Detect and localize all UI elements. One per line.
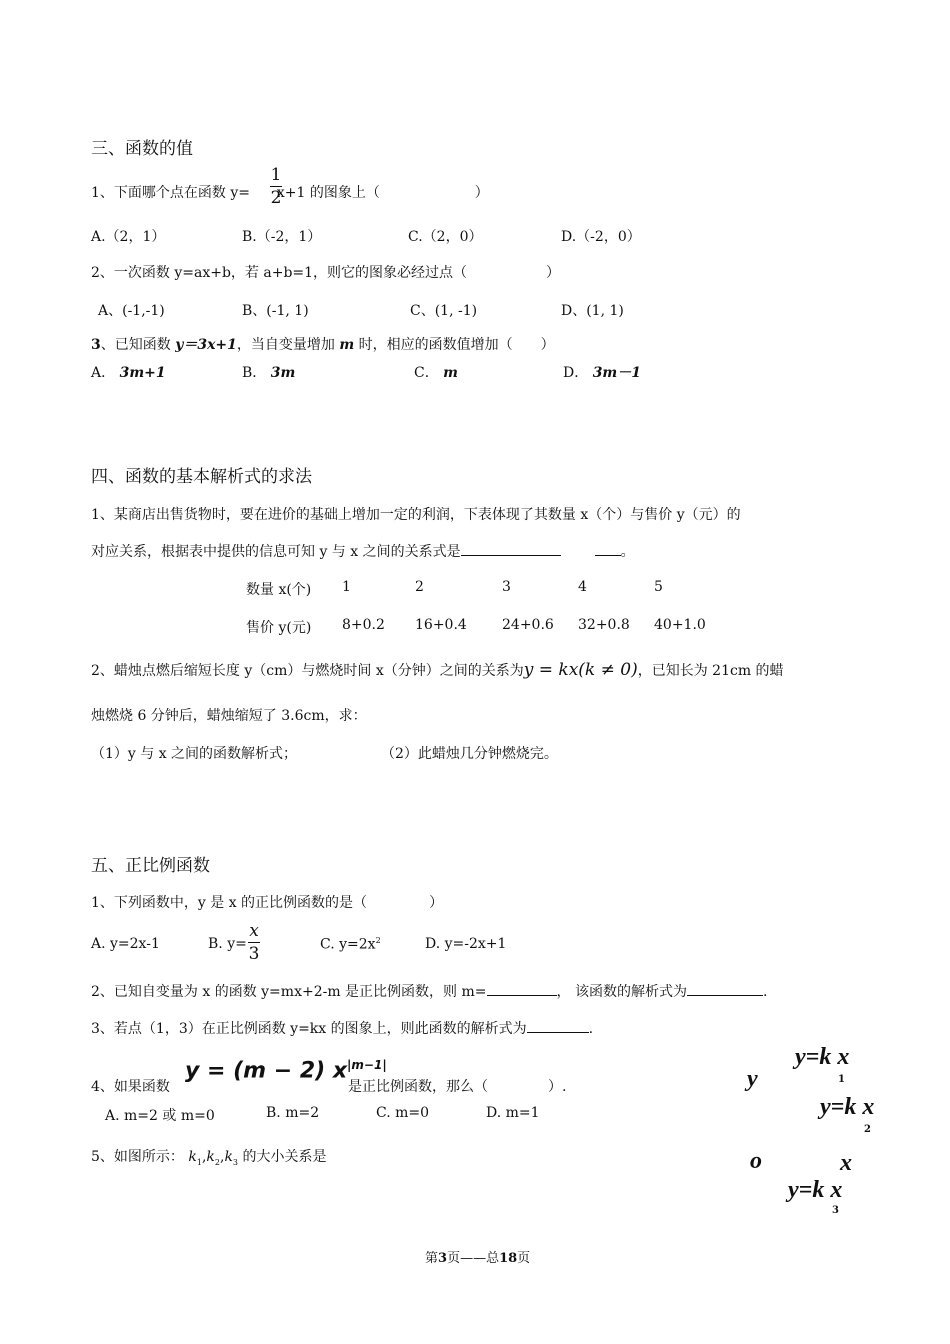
s3-q2-option-c: C、(1, -1) — [410, 303, 478, 319]
s3-q3-option-c: C． m — [414, 365, 458, 381]
table-cell: 3 — [502, 579, 511, 595]
s4-q2-formula: y = kx(k ≠ 0) — [523, 660, 638, 680]
s5-q1-option-c: C. $y=2x^2$ — [320, 936, 381, 953]
s4-q2-sub2: （2）此蜡烛几分钟燃烧完。 — [381, 746, 558, 762]
s3-q1-close: ） — [474, 185, 489, 201]
s3-q1-option-a: A.（2，1） — [91, 229, 166, 245]
s3-q3-post: 时，相应的函数值增加（ — [354, 337, 513, 353]
s3-q1 — [91, 182, 489, 202]
s3-q1-fraction — [270, 164, 282, 209]
table-cell: 1 — [342, 579, 351, 595]
s4-q2-line2: 烛燃烧 6 分钟后，蜡烛缩短了 3.6cm，求： — [91, 708, 367, 724]
s5-q5: 5、如图所示： $k_1,k_2,k_3$ 的大小关系是 — [91, 1149, 327, 1167]
s3-q3-number: 3 — [91, 337, 101, 353]
diagram-y-axis-label: y — [747, 1066, 758, 1092]
s3-q3-mid: ，当自变量增加 — [236, 337, 340, 353]
table-cell: 8+0.2 — [342, 617, 385, 633]
s5-q1: 1、下列函数中，y 是 x 的正比例函数的是（ ） — [91, 895, 444, 911]
s5-q4-option-a: A. m=2 或 m=0 — [105, 1108, 215, 1124]
s5-q4-option-b: B. m=2 — [266, 1105, 320, 1121]
s3-q3-m: m — [339, 337, 355, 353]
diagram-line-3: y=k x — [788, 1177, 843, 1203]
table-row2-header: 售价 y(元) — [246, 620, 312, 636]
s5-q3: 3、若点（1，3）在正比例函数 y=kx 的图象上，则此函数的解析式为 . — [91, 1021, 594, 1037]
section-4-title: 四、函数的基本解析式的求法 — [91, 467, 312, 487]
s3-q1-option-d: D.（-2，0） — [561, 229, 641, 245]
s3-q3 — [91, 334, 555, 354]
s3-q1-post: x+1 的图象上（ — [276, 185, 380, 201]
table-cell: 5 — [654, 579, 663, 595]
s4-q1-line1: 1、某商店出售货物时，要在进价的基础上增加一定的利润，下表体现了其数量 x（个）与售价 y（元）的 — [91, 507, 741, 523]
diagram-origin-label: o — [750, 1148, 762, 1174]
fraction-numerator: 1 — [270, 165, 282, 185]
s3-q3-function: y＝3x+1 — [175, 337, 237, 353]
s5-q1-option-b: B. y= — [208, 936, 247, 952]
diagram-line-1: y=k x — [795, 1044, 850, 1070]
s3-q2-text: 2、一次函数 y=ax+b，若 a+b=1，则它的图象必经过点（ — [91, 265, 468, 281]
s3-q2-option-b: B、(-1, 1) — [242, 303, 309, 319]
table-row1-header: 数量 x(个) — [246, 582, 312, 598]
diagram-line-2-sub: 2 — [864, 1124, 871, 1135]
s3-q3-close: ） — [540, 337, 555, 353]
s3-q3-option-d: D． 3m－1 — [563, 365, 641, 381]
section-5-title: 五、正比例函数 — [91, 856, 210, 876]
diagram-line-2: y=k x — [820, 1094, 875, 1120]
diagram-line-3-sub: 3 — [832, 1205, 839, 1216]
s3-q3-option-b: B． 3m — [242, 365, 296, 381]
s4-q2-line1: 2、蜡烛点燃后缩短长度 y（cm）与燃烧时间 x（分钟）之间的关系为y = kx(k ≠ 0)，已知长为 21cm 的蜡 — [91, 660, 784, 680]
s4-q2-sub1: （1）y 与 x 之间的函数解析式； — [91, 746, 298, 762]
section-3-title: 三、函数的值 — [91, 139, 193, 159]
s3-q2 — [91, 262, 560, 282]
table-cell: 16+0.4 — [415, 617, 467, 633]
table-cell: 40+1.0 — [654, 617, 706, 633]
page-footer: 第3页——总18页 — [425, 1251, 531, 1266]
s3-q1-pre: 1、下面哪个点在函数 y= — [91, 185, 250, 201]
s5-q1-option-d: D. y=-2x+1 — [425, 936, 507, 952]
s5-q4-option-d: D. m=1 — [486, 1105, 540, 1121]
s3-q2-option-d: D、(1, 1) — [561, 303, 624, 319]
s5-q4-pre: 4、如果函数 — [91, 1079, 170, 1095]
table-cell: 32+0.8 — [578, 617, 630, 633]
s5-q2: 2、已知自变量为 x 的函数 y=mx+2-m 是正比例函数，则 m= ， 该函数的解析式为 . — [91, 984, 768, 1000]
s3-q1-option-b: B.（-2，1） — [242, 229, 322, 245]
s3-q2-close: ） — [545, 265, 560, 281]
s3-q1-option-c: C.（2，0） — [408, 229, 483, 245]
s3-q2-option-a: A、(-1,-1) — [98, 303, 165, 319]
fraction-denominator: 2 — [270, 188, 282, 208]
diagram-x-axis-label: x — [840, 1150, 852, 1176]
s3-q3-pre: 、已知函数 — [100, 337, 176, 353]
table-cell: 4 — [578, 579, 587, 595]
s5-q4-formula: y = (m − 2) $x^{|m-1|}$ — [185, 1058, 387, 1084]
s5-q1-option-a: A. y=2x-1 — [91, 936, 160, 952]
table-cell: 2 — [415, 579, 424, 595]
s5-q4-post: 是正比例函数，那么（ ）. — [348, 1079, 567, 1095]
s3-q3-option-a: A． 3m+1 — [91, 365, 166, 381]
s5-q1-option-b-fraction: x 3 — [248, 921, 260, 964]
table-cell: 24+0.6 — [502, 617, 554, 633]
s5-q4-option-c: C. m=0 — [376, 1105, 430, 1121]
diagram-line-1-sub: 1 — [838, 1074, 845, 1085]
s4-q1-line2: 对应关系，根据表中提供的信息可知 y 与 x 之间的关系式是 。 — [91, 544, 635, 560]
